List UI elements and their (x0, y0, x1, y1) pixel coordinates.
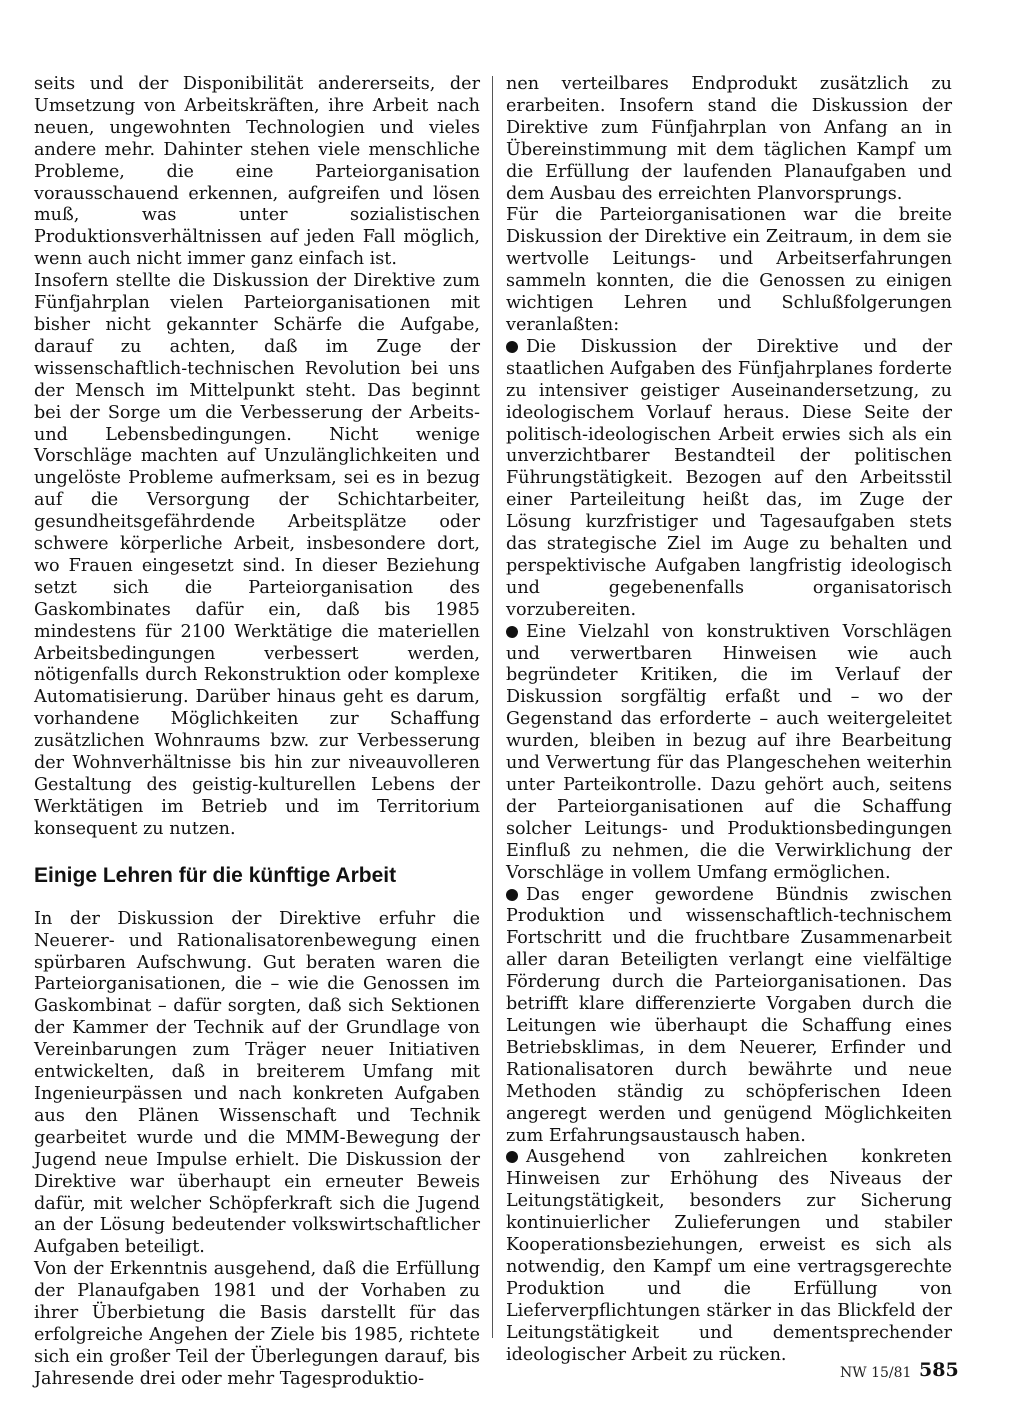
bullet-text: Eine Vielzahl von konstruktiven Vorschlägen und verwertbaren Hinweisen wie auch begründeter Kritiken, die im Verlauf der Diskussion sorgfältig erfaßt und – wo der Gegenstand das erforderte – auch weitergeleitet wurden, bleiben in bezug auf ihre Bearbeitung und Verwertung für das Plangeschehen weiterhin unter Parteikontrolle. Dazu gehört auch, seitens der Parteiorganisationen auf die Schaffung solcher Leitungs- und Produktionsbedingungen Einfluß zu nehmen, die die Verwirklichung der Vorschläge in vollem Umfang ermöglichen. (506, 621, 952, 883)
bullet-item (506, 337, 952, 622)
bullet-icon (506, 341, 518, 353)
bullet-item (506, 885, 952, 1148)
bullet-icon (506, 626, 518, 638)
bullet-icon (506, 889, 518, 901)
issue-reference: NW 15/81 (840, 1365, 912, 1381)
paragraph: Insofern stellte die Diskussion der Direktive zum Fünfjahrplan vielen Parteiorganisationen mit bisher nicht gekannter Schärfe die Aufgabe, darauf zu achten, daß im Zuge der wissenschaftlich-technischen Revolution bei uns der Mensch im Mittelpunkt steht. Das beginnt bei der Sorge um die Verbesserung der Arbeits- und Lebensbedingungen. Nicht wenige Vorschläge machten auf Unzulänglichkeiten und ungelöste Probleme aufmerksam, sei es in bezug auf die Versorgung der Schichtarbeiter, gesundheitsgefährdende Arbeitsplätze oder schwere körperliche Arbeit, insbesondere dort, wo Frauen eingesetzt sind. In dieser Beziehung setzt sich die Parteiorganisation des Gaskombinates dafür ein, daß bis 1985 mindestens für 2100 Werktätige die materiellen Arbeitsbedingungen verbessert werden, nötigenfalls durch Rekonstruktion oder komplexe Automatisierung. Darüber hinaus geht es darum, vorhandene Möglichkeiten zur Schaffung zusätzlichen Wohnraums bzw. zur Verbesserung der Wohnverhältnisse bis hin zur niveauvolleren Gestaltung des geistig-kulturellen Lebens der Werktätigen im Betrieb und im Territorium konsequent zu nutzen. (34, 271, 480, 839)
bullet-item (506, 622, 952, 885)
left-column (34, 74, 480, 1391)
bullet-item (506, 1147, 952, 1366)
bullet-icon (506, 1151, 518, 1163)
section-heading: Einige Lehren für die künftige Arbeit (34, 863, 397, 887)
page-number: 585 (919, 1359, 959, 1381)
bullet-text: Ausgehend von zahlreichen konkreten Hinweisen zur Erhöhung des Niveaus der Leitungstätigkeit, besonders zur Sicherung kontinuierlicher Zulieferungen und stabiler Kooperationsbeziehungen, erweist es sich als notwendig, den Kampf um eine vertragsgerechte Produktion und die Erfüllung von Lieferverpflichtungen stärker in das Blickfeld der Leitungstätigkeit und dementsprechender ideologischer Arbeit zu rücken. (506, 1147, 952, 1365)
bullet-text: Das enger gewordene Bündnis zwischen Produktion und wissenschaftlich-technischem Fortschritt und die fruchtbare Zusammenarbeit aller daran Beteiligten verlangt eine vielfältige Förderung durch die Parteiorganisationen. Das betrifft klare differenzierte Vorgaben durch die Leitungen wie überhaupt die Schaffung eines Betriebsklimas, in dem Neuerer, Erfinder und Rationalisatoren durch bewährte und neue Methoden ständig zu schöpferischen Ideen angeregt werden und genügend Möglichkeiten zum Erfahrungsaustausch haben. (506, 884, 952, 1146)
right-column (506, 74, 952, 1366)
column-divider (492, 76, 493, 1338)
paragraph: nen verteilbares Endprodukt zusätzlich zu erarbeiten. Insofern stand die Diskussion der Direktive zum Fünfjahrplan von Anfang an in Übereinstimmung mit dem täglichen Kampf um die Erfüllung der laufenden Planaufgaben und dem Ausbau des erreichten Planvorsprungs. (506, 74, 952, 204)
paragraph: Für die Parteiorganisationen war die breite Diskussion der Direktive ein Zeitraum, in dem sie wertvolle Leitungs- und Arbeitserfahrungen sammeln konnten, die die Genossen zu einigen wichtigen Lehren und Schlußfolgerungen veranlaßten: (506, 205, 952, 335)
paragraph: Von der Erkenntnis ausgehend, daß die Erfüllung der Planaufgaben 1981 und der Vorhaben zu ihrer Überbietung die Basis darstellt für das erfolgreiche Angehen der Ziele bis 1985, richtete sich ein großer Teil der Überlegungen darauf, bis Jahresende drei oder mehr Tagesproduktio- (34, 1259, 480, 1389)
paragraph: In der Diskussion der Direktive erfuhr die Neuerer- und Rationalisatorenbewegung einen spürbaren Aufschwung. Gut beraten waren die Parteiorganisationen, die – wie die Genossen im Gaskombinat – dafür sorgten, daß sich Sektionen der Kammer der Technik auf der Grundlage von Vereinbarungen zum Träger neuer Initiativen entwickelten, daß in breiterem Umfang mit Ingenieurpässen und nach konkreten Aufgaben aus den Plänen Wissenschaft und Technik gearbeitet wurde und die MMM-Bewegung der Jugend neue Impulse erhielt. Die Diskussion der Direktive war überhaupt ein erneuter Beweis dafür, mit welcher Schöpferkraft sich die Jugend an der Lösung bedeutender volkswirtschaftlicher Aufgaben beteiligt. (34, 908, 480, 1258)
paragraph: seits und der Disponibilität andererseits, der Umsetzung von Arbeitskräften, ihre Arbeit nach neuen, ungewohnten Technologien und vieles andere mehr. Dahinter stehen viele menschliche Probleme, die eine Parteiorganisation vorausschauend erkennen, aufgreifen und lösen muß, was unter sozialistischen Produktionsverhältnissen auf jeden Fall möglich, wenn auch nicht immer ganz einfach ist. (34, 74, 480, 270)
bullet-text: Die Diskussion der Direktive und der staatlichen Aufgaben des Fünfjahrplanes forderte zu intensiver geistiger Auseinandersetzung, zu ideologischem Vorlauf heraus. Diese Seite der politisch-ideologischen Arbeit erwies sich als ein unverzichtbarer Bestandteil der politischen Führungstätigkeit. Bezogen auf den Arbeitsstil einer Parteileitung heißt das, im Zuge der Lösung kurzfristiger und Tagesaufgaben stets das strategische Ziel im Auge zu behalten und perspektivische Aufgaben langfristig ideologisch und gegebenenfalls organisatorisch vorzubereiten. (506, 336, 952, 620)
